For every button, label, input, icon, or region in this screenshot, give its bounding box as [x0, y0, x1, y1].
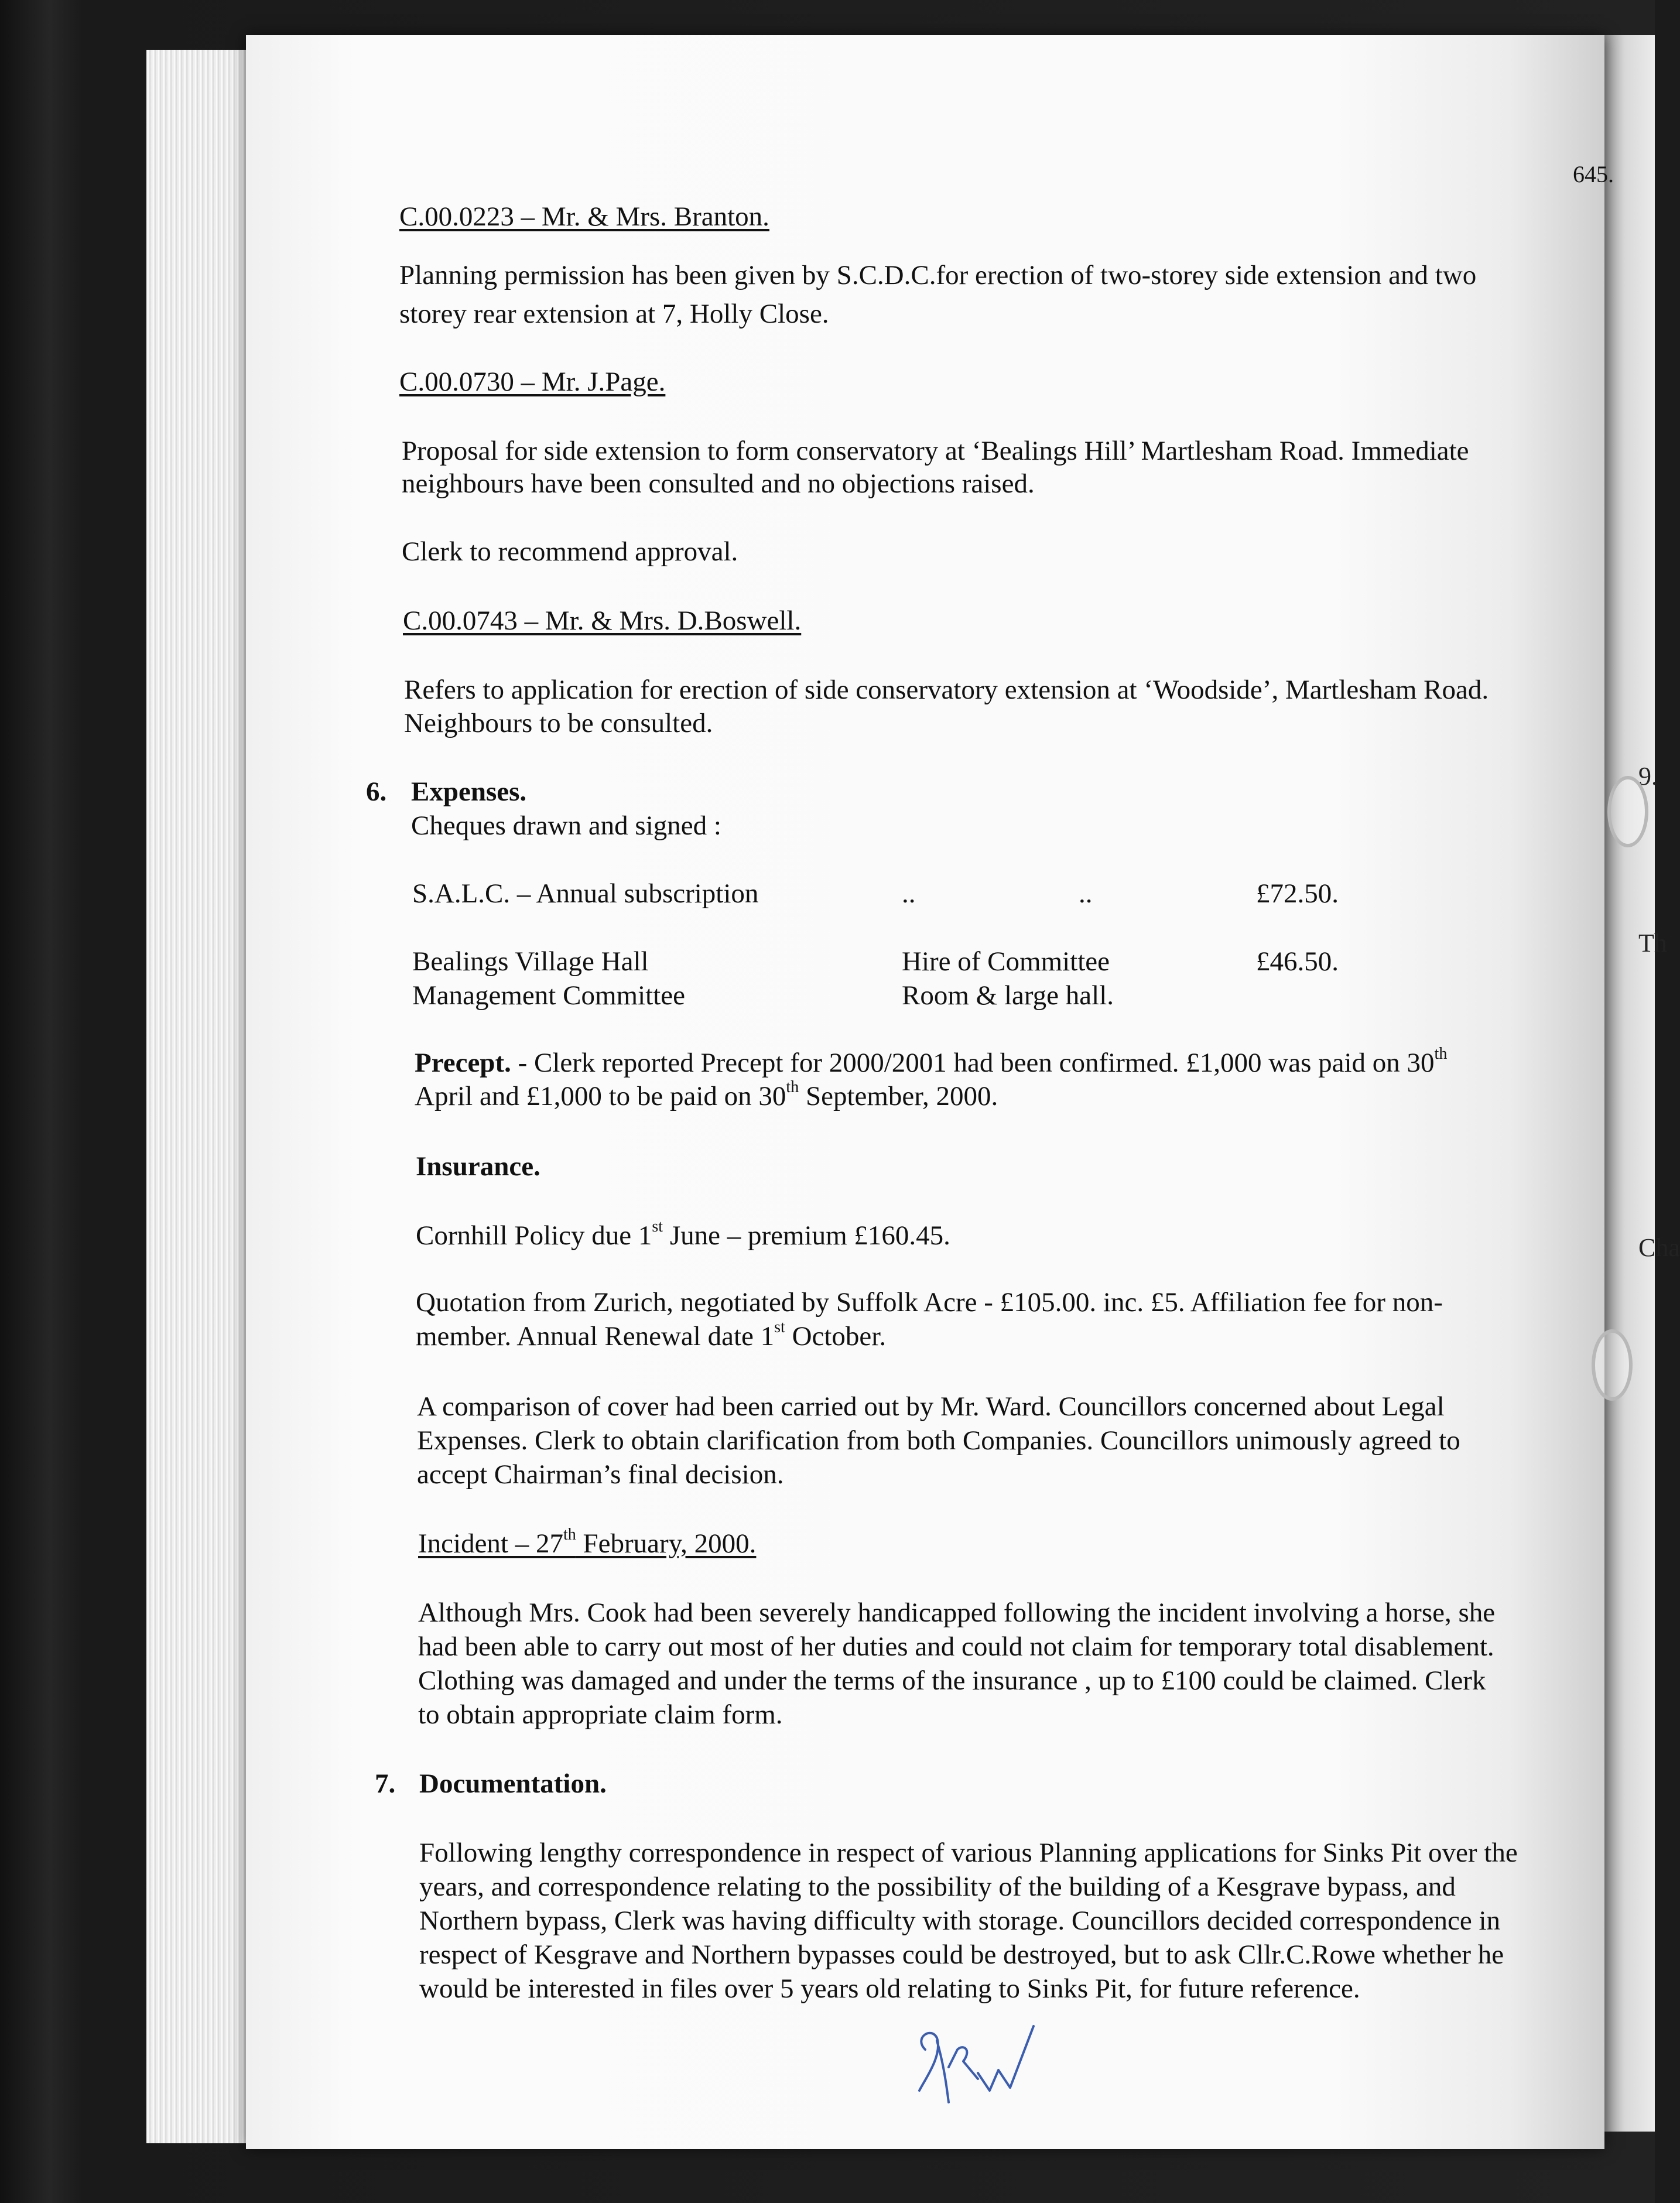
planning-note: Clerk to recommend approval. — [402, 536, 738, 567]
precept-line: Precept. - Clerk reported Precept for 2000/2001 had been confirmed. £1,000 was paid on 30th — [415, 1045, 1448, 1078]
planning-ref: C.00.0223 – Mr. & Mrs. Branton. — [399, 201, 769, 232]
planning-ref: C.00.0743 – Mr. & Mrs. D.Boswell. — [403, 606, 802, 636]
expense-description: .. — [902, 878, 916, 909]
expenses-intro: Cheques drawn and signed : — [411, 810, 721, 841]
documentation-line: Following lengthy correspondence in respect of various Planning applications for Sinks Pit over the — [419, 1838, 1518, 1868]
planning-text-line: Refers to application for erection of side conservatory extension at ‘Woodside’, Martlesham Road. — [404, 675, 1489, 705]
section-heading: Expenses. — [411, 776, 527, 807]
insurance-comparison-line: accept Chairman’s final decision. — [417, 1459, 784, 1490]
next-page-fragment: 9. — [1638, 762, 1658, 791]
documentation-line: years, and correspondence relating to the possibility of the building of a Kesgrave bypass, and — [419, 1872, 1456, 1902]
insurance-zurich-line: member. Annual Renewal date 1st October. — [416, 1318, 887, 1352]
expense-dots: .. — [1079, 878, 1093, 909]
planning-text-line: storey rear extension at 7, Holly Close. — [399, 299, 829, 329]
expense-amount: £46.50. — [1256, 946, 1339, 977]
expense-payee: Management Committee — [412, 980, 685, 1011]
next-page-fragment: Th — [1638, 929, 1667, 957]
documentation-line: respect of Kesgrave and Northern bypasses could be destroyed, but to ask Cllr.C.Rowe whether he — [419, 1939, 1504, 1970]
insurance-heading: Insurance. — [416, 1151, 540, 1182]
expense-payee: Bealings Village Hall — [412, 946, 649, 977]
precept-line: April and £1,000 to be paid on 30th September, 2000. — [415, 1078, 998, 1111]
next-page-fragment: Cha — [1638, 1233, 1680, 1262]
planning-text-line: Proposal for side extension to form conservatory at ‘Bealings Hill’ Martlesham Road. Immediate — [402, 436, 1469, 466]
planning-text-line: Neighbours to be consulted. — [404, 708, 713, 738]
expense-description: Hire of Committee — [902, 946, 1110, 977]
documentation-line: Northern bypass, Clerk was having difficulty with storage. Councillors decided correspondence in — [419, 1906, 1501, 1936]
expense-payee: S.A.L.C. – Annual subscription — [412, 878, 759, 909]
insurance-comparison-line: A comparison of cover had been carried out by Mr. Ward. Councillors concerned about Legal — [417, 1391, 1445, 1422]
page-number: 645. — [1573, 161, 1614, 187]
insurance-zurich-line: Quotation from Zurich, negotiated by Suffolk Acre - £105.00. inc. £5. Affiliation fee for non- — [416, 1287, 1443, 1318]
section-number: 7. — [375, 1768, 396, 1799]
section-number: 6. — [366, 776, 387, 807]
incident-line: Clothing was damaged and under the terms of the insurance , up to £100 could be claimed. Clerk — [418, 1665, 1486, 1696]
incident-line: had been able to carry out most of her duties and could not claim for temporary total disablement. — [418, 1631, 1494, 1662]
expense-amount: £72.50. — [1256, 878, 1339, 909]
precept-label: Precept. — [415, 1048, 511, 1078]
documentation-line: would be interested in files over 5 years old relating to Sinks Pit, for future reference. — [419, 1973, 1360, 2004]
section-heading: Documentation. — [419, 1768, 607, 1799]
insurance-cornhill: Cornhill Policy due 1st June – premium £160.45. — [416, 1217, 950, 1251]
insurance-comparison-line: Expenses. Clerk to obtain clarification from both Companies. Councillors unimously agreed to — [417, 1425, 1460, 1456]
incident-line: to obtain appropriate claim form. — [418, 1699, 783, 1730]
planning-ref: C.00.0730 – Mr. J.Page. — [399, 367, 666, 397]
planning-text-line: neighbours have been consulted and no objections raised. — [402, 468, 1035, 499]
expense-description: Room & large hall. — [902, 980, 1114, 1011]
planning-text-line: Planning permission has been given by S.C.D.C.for erection of two-storey side extension and two — [399, 260, 1477, 290]
incident-line: Although Mrs. Cook had been severely handicapped following the incident involving a horse, she — [418, 1597, 1496, 1628]
incident-heading: Incident – 27th February, 2000. — [418, 1525, 757, 1559]
signature-initials — [902, 2014, 1042, 2114]
